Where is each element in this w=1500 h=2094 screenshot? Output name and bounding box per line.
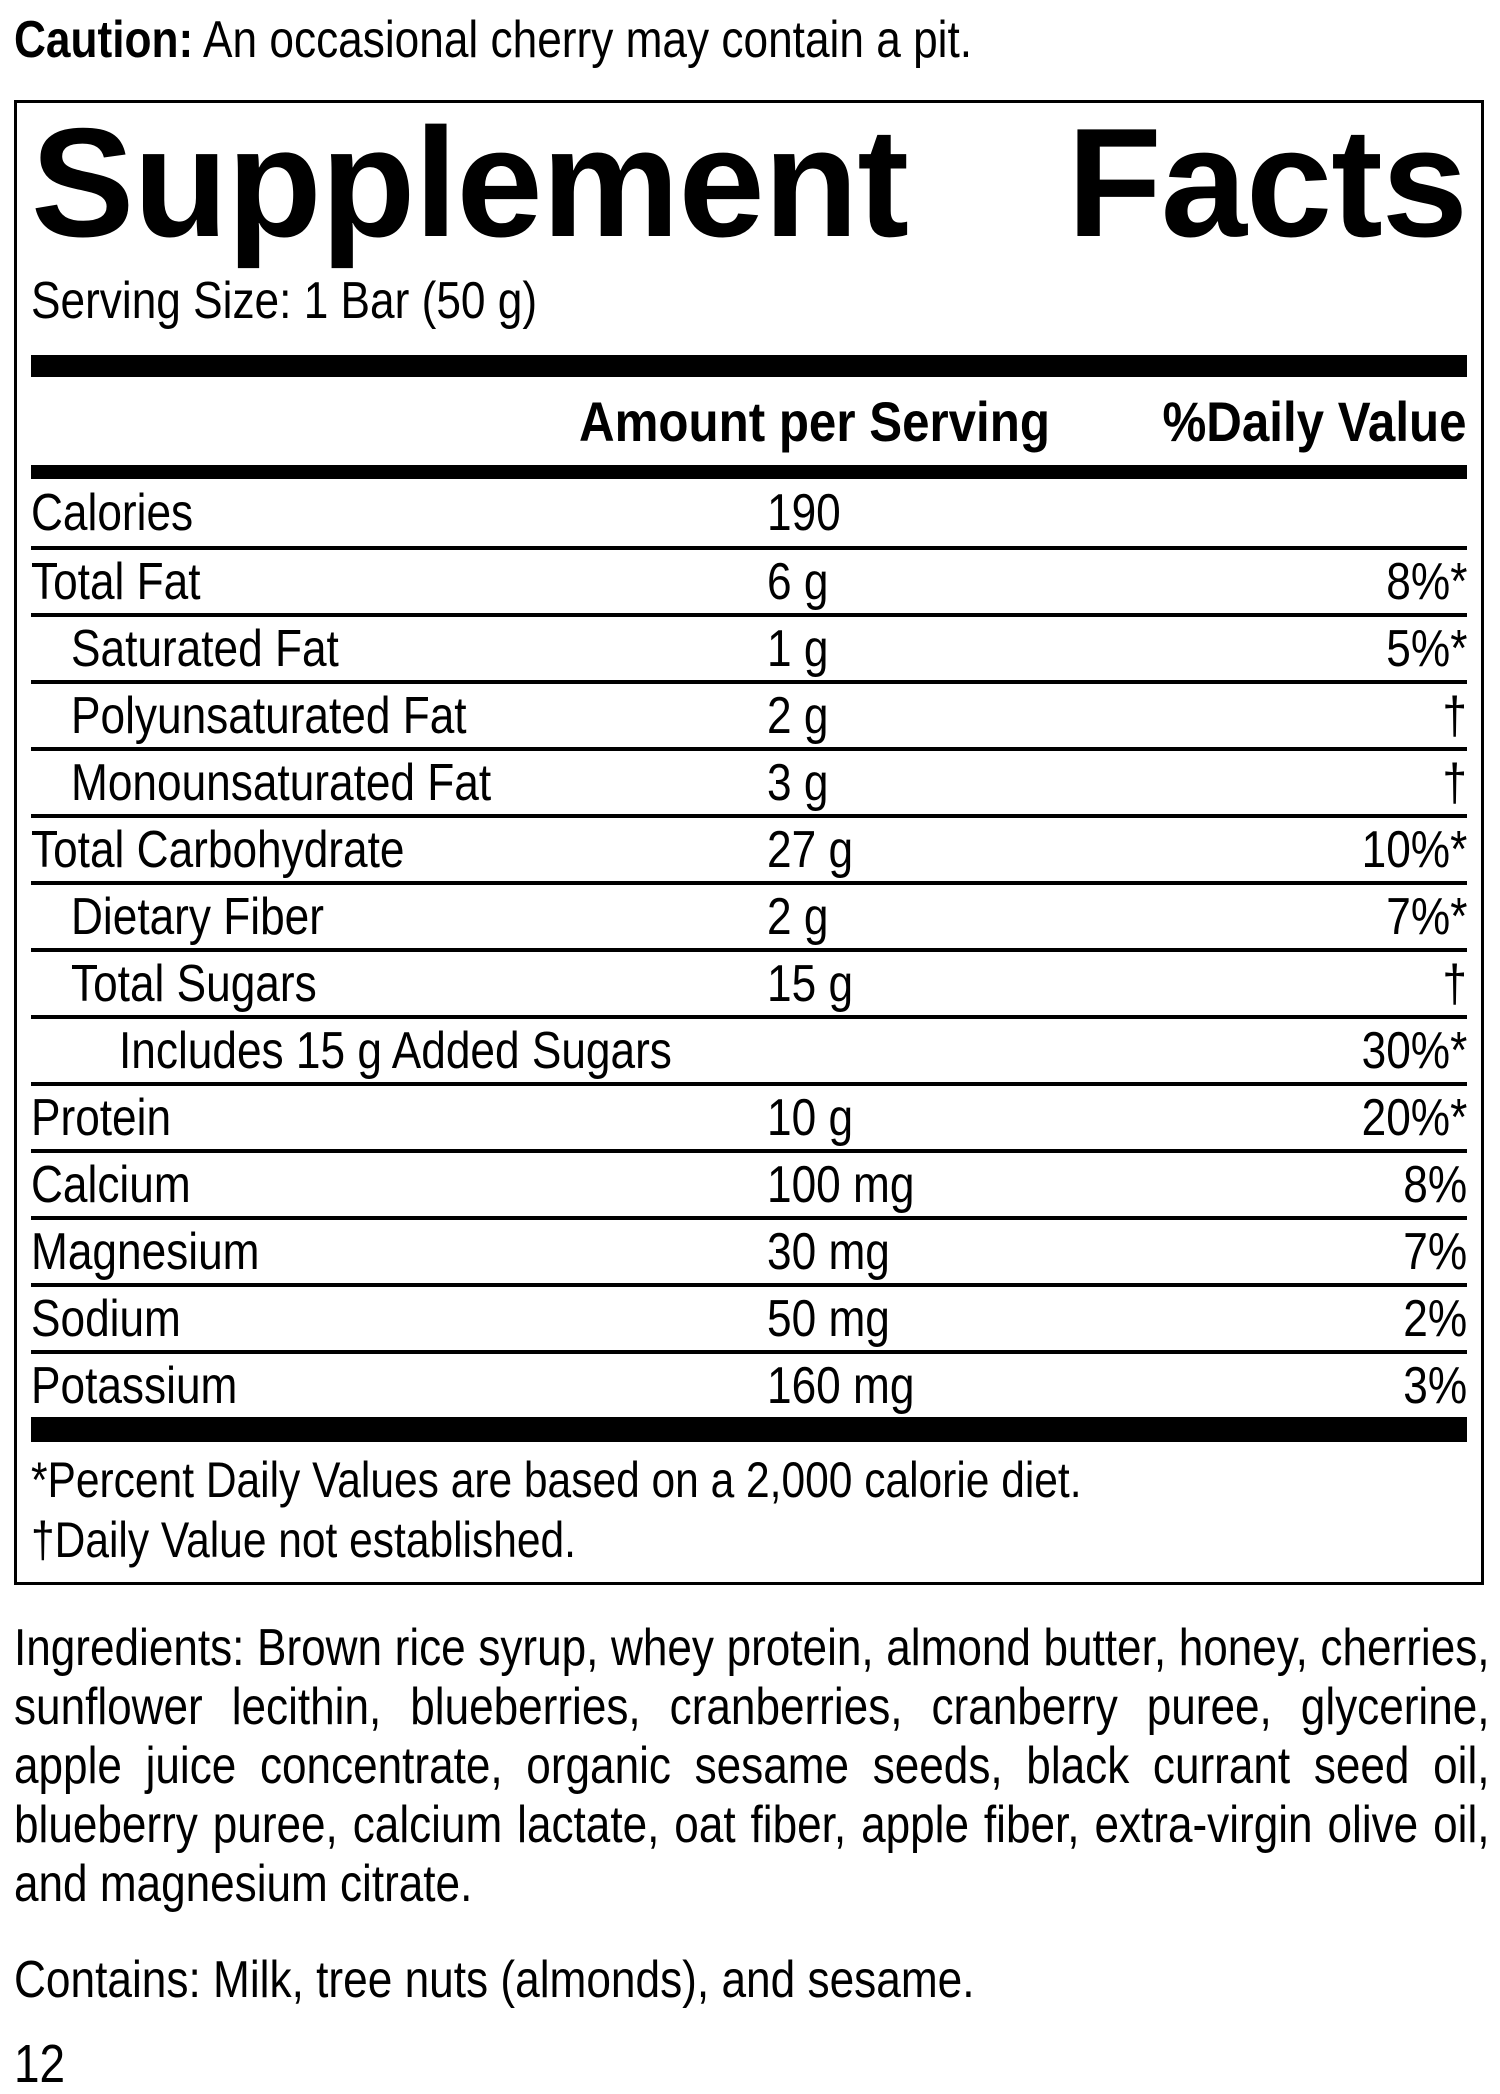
nutrient-daily-value: 20%* — [1361, 1088, 1467, 1147]
nutrient-row — [31, 1082, 1467, 1149]
nutrient-label: Total Carbohydrate — [31, 820, 405, 879]
nutrient-amount: 15 g — [767, 954, 854, 1013]
nutrient-amount: 2 g — [767, 686, 829, 745]
nutrient-daily-value: 10%* — [1361, 820, 1467, 879]
nutrient-amount: 30 mg — [767, 1222, 890, 1281]
nutrient-amount: 3 g — [767, 753, 829, 812]
nutrient-row — [31, 747, 1467, 814]
ingredients-line: and magnesium citrate. — [14, 1855, 473, 1913]
nutrient-amount: 6 g — [767, 552, 829, 611]
nutrient-row — [31, 1283, 1467, 1350]
nutrient-row — [31, 1350, 1467, 1417]
caution-line — [14, 10, 1490, 70]
thick-rule-under-headers — [31, 465, 1467, 479]
ingredients-line: blueberry puree, calcium lactate, oat fiber, apple fiber, extra-virgin olive oil, — [14, 1796, 1490, 1854]
nutrient-label: Total Fat — [31, 552, 201, 611]
nutrient-label: Magnesium — [31, 1222, 260, 1281]
nutrient-daily-value: 7%* — [1385, 887, 1467, 946]
nutrient-row — [31, 546, 1467, 613]
nutrient-daily-value: 8%* — [1385, 552, 1467, 611]
nutrient-daily-value: 3% — [1403, 1356, 1467, 1415]
nutrient-row — [31, 1216, 1467, 1283]
nutrient-rows — [31, 479, 1467, 1417]
daily-value-header: %Daily Value — [1162, 389, 1467, 453]
nutrient-label: Calcium — [31, 1155, 191, 1214]
column-headers — [31, 377, 1467, 465]
nutrient-daily-value: 5%* — [1385, 619, 1467, 678]
nutrient-label: Total Sugars — [71, 954, 317, 1013]
contains-statement: Contains: Milk, tree nuts (almonds), and sesame. — [14, 1951, 975, 2009]
nutrient-amount: 27 g — [767, 820, 854, 879]
nutrient-amount: 2 g — [767, 887, 829, 946]
thick-rule-top — [31, 355, 1467, 377]
nutrient-label: Monounsaturated Fat — [71, 753, 492, 812]
supplement-facts-panel — [14, 96, 1484, 1585]
nutrient-daily-value: † — [1442, 954, 1467, 1013]
nutrient-label: Saturated Fat — [71, 619, 339, 678]
nutrient-amount: 10 g — [767, 1088, 854, 1147]
nutrient-label: Includes 15 g Added Sugars — [119, 1021, 672, 1080]
nutrient-daily-value: 8% — [1403, 1155, 1467, 1214]
footnotes — [31, 1442, 1467, 1582]
ingredients-line: apple juice concentrate, organic sesame seeds, black currant seed oil, — [14, 1737, 1490, 1795]
nutrient-daily-value: 2% — [1403, 1289, 1467, 1348]
nutrient-daily-value: † — [1442, 686, 1467, 745]
nutrient-row — [31, 680, 1467, 747]
amount-per-serving-header: Amount per Serving — [579, 389, 1050, 453]
nutrient-label: Potassium — [31, 1356, 238, 1415]
nutrient-label: Sodium — [31, 1289, 181, 1348]
nutrient-daily-value: † — [1442, 753, 1467, 812]
thick-rule-bottom — [31, 1417, 1467, 1442]
footnote-dagger: †Daily Value not established. — [31, 1512, 576, 1568]
nutrient-row — [31, 613, 1467, 680]
nutrient-amount: 160 mg — [767, 1356, 915, 1415]
ingredients-line: Ingredients: Brown rice syrup, whey protein, almond butter, honey, cherries, — [14, 1619, 1490, 1677]
nutrient-row — [31, 479, 1467, 546]
panel-title-word-1: Supplement — [31, 96, 909, 269]
nutrient-label: Calories — [31, 483, 194, 542]
ingredients-line: sunflower lecithin, blueberries, cranberries, cranberry puree, glycerine, — [14, 1678, 1490, 1736]
nutrient-row — [31, 1015, 1467, 1082]
nutrient-row — [31, 814, 1467, 881]
nutrient-amount: 50 mg — [767, 1289, 890, 1348]
nutrient-row — [31, 1149, 1467, 1216]
nutrient-label: Polyunsaturated Fat — [71, 686, 467, 745]
page-number: 12 — [14, 2034, 66, 2094]
nutrient-row — [31, 948, 1467, 1015]
nutrient-amount: 100 mg — [767, 1155, 915, 1214]
nutrient-label: Protein — [31, 1088, 172, 1147]
ingredients-paragraph — [14, 1619, 1490, 1914]
nutrient-daily-value: 30%* — [1361, 1021, 1467, 1080]
panel-title-word-2: Facts — [1067, 96, 1467, 269]
caution-label: Caution: — [14, 11, 194, 69]
caution-text: An occasional cherry may contain a pit. — [193, 11, 973, 69]
serving-size: Serving Size: 1 Bar (50 g) — [31, 272, 538, 330]
panel-title — [31, 96, 1467, 269]
nutrient-amount: 190 — [767, 483, 841, 542]
nutrient-row — [31, 881, 1467, 948]
nutrient-amount: 1 g — [767, 619, 829, 678]
nutrient-label: Dietary Fiber — [71, 887, 324, 946]
footnote-percent-dv: *Percent Daily Values are based on a 2,000 calorie diet. — [31, 1452, 1082, 1508]
nutrient-daily-value: 7% — [1403, 1222, 1467, 1281]
